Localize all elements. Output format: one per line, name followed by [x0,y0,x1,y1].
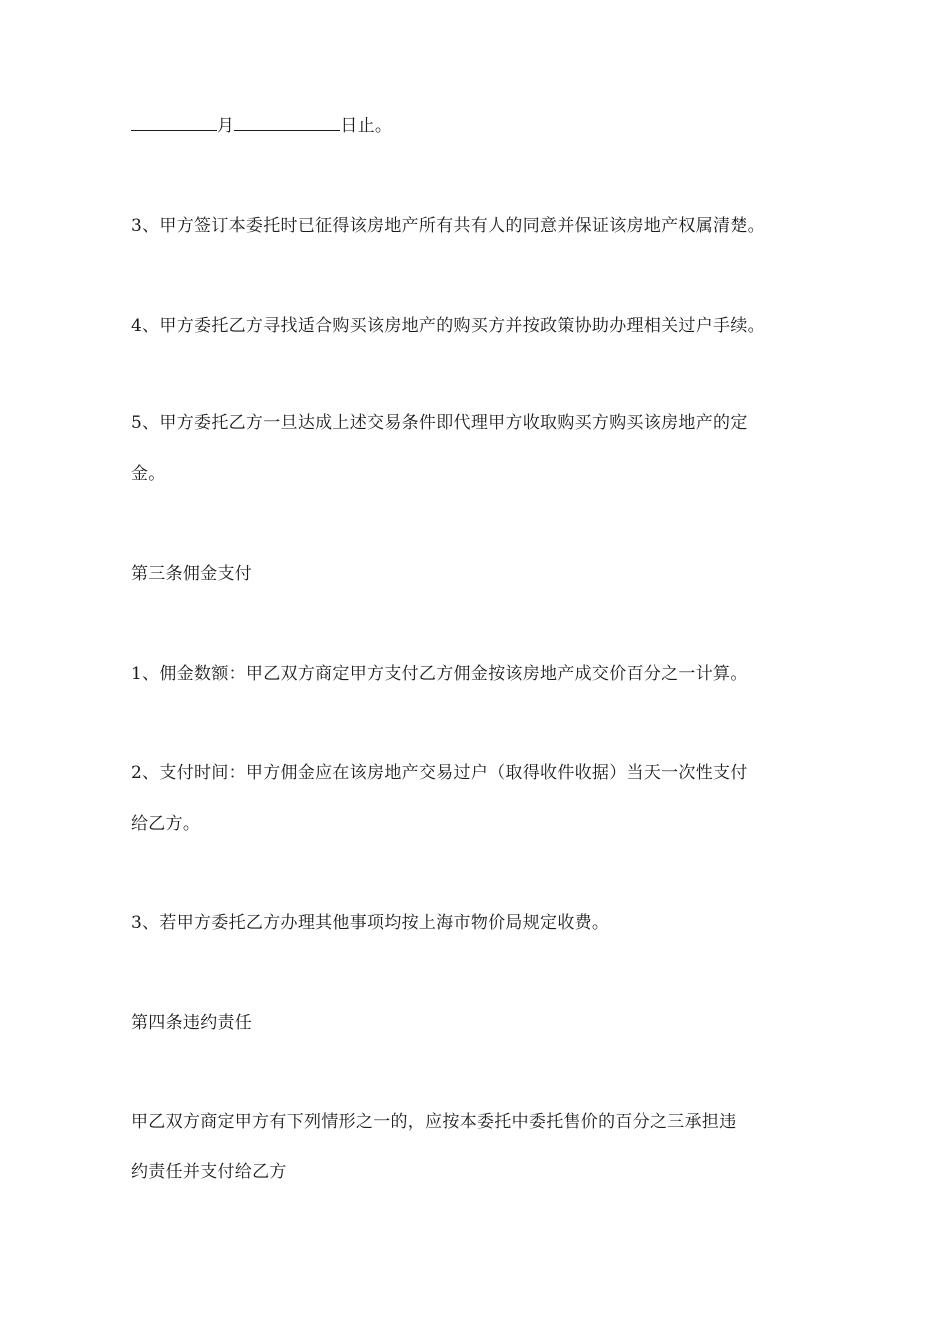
clause-2-5-line2: 金。 [131,464,166,484]
month-suffix: 月 [217,116,235,136]
article-4-heading: 第四条违约责任 [131,1013,253,1033]
article-4-paragraph-line2: 约责任并支付给乙方 [131,1162,287,1182]
clause-3-2-line2: 给乙方。 [131,814,201,834]
day-blank [234,114,340,131]
clause-3-3: 3、若甲方委托乙方办理其他事项均按上海市物价局规定收费。 [131,913,610,933]
month-blank [131,114,217,131]
clause-3-1: 1、佣金数额：甲乙双方商定甲方支付乙方佣金按该房地产成交价百分之一计算。 [131,664,748,684]
day-suffix: 日止。 [340,116,393,136]
article-4-paragraph-line1: 甲乙双方商定甲方有下列情形之一的，应按本委托中委托售价的百分之三承担违 [131,1112,737,1132]
date-line [131,114,831,138]
clause-2-4: 4、甲方委托乙方寻找适合购买该房地产的购买方并按政策协助办理相关过户手续。 [131,316,765,336]
clause-2-3: 3、甲方签订本委托时已征得该房地产所有共有人的同意并保证该房地产权属清楚。 [131,216,765,236]
clause-2-5-line1: 5、甲方委托乙方一旦达成上述交易条件即代理甲方收取购买方购买该房地产的定 [131,413,748,433]
article-3-heading: 第三条佣金支付 [131,564,253,584]
clause-3-2-line1: 2、支付时间：甲方佣金应在该房地产交易过户（取得收件收据）当天一次性支付 [131,763,748,783]
